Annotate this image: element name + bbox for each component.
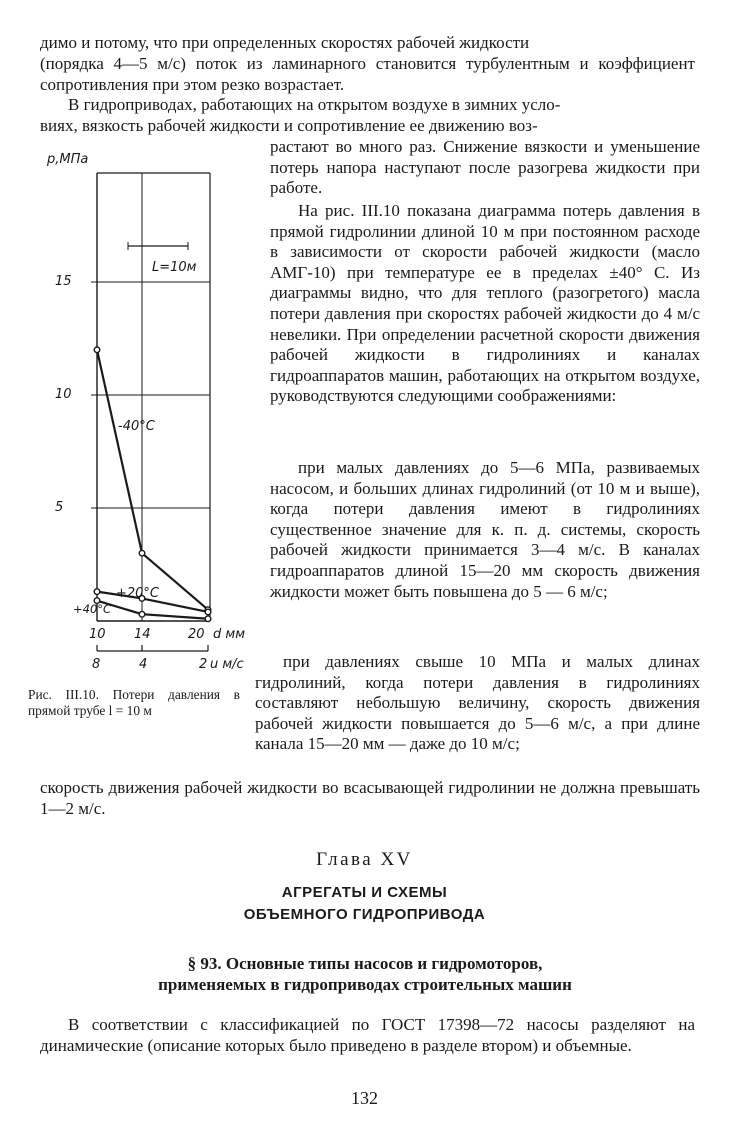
section-title: [60, 953, 670, 995]
data-point: [94, 589, 100, 595]
section-title-line-2: применяемых в гидроприводах строительных машин: [158, 975, 572, 994]
y-tick-label: 5: [55, 500, 64, 515]
data-point: [139, 550, 145, 556]
paragraph-2-second-line: виях, вязкость рабочей жидкости и сопротивление ее движению воз-: [40, 116, 538, 135]
final-paragraph: В соответствии с классификацией по ГОСТ 17398—72 насосы разделяют на динамические (описание которых было приведено в разделе втором) и объемные.: [40, 1015, 695, 1055]
section-title-line-1: § 93. Основные типы насосов и гидромоторов,: [187, 954, 543, 973]
figure-caption: Рис. III.10. Потери давления в прямой трубе l = 10 м: [28, 687, 240, 718]
chapter-title-line-2: ОБЪЕМНОГО ГИДРОПРИВОДА: [243, 906, 486, 923]
chapter-title-line-1: АГРЕГАТЫ И СХЕМЫ: [281, 884, 448, 901]
paragraph-1-continuation: (порядка 4—5 м/с) поток из ламинарного становится турбулентным и коэффициент сопротивления при этом резко возрастает.: [40, 54, 695, 94]
legend-label: L=10м: [152, 260, 197, 275]
x-tick-label: 10: [89, 627, 106, 642]
data-point: [205, 609, 211, 615]
chart-series: [94, 347, 211, 622]
chart-grid: [91, 173, 210, 621]
data-point: [205, 616, 211, 622]
chapter-title: [0, 882, 729, 926]
y-tick-label: 10: [55, 387, 72, 402]
paragraph-5: при давлениях свыше 10 МПа и малых длинах гидролиний, когда потери давления в гидролиниях составляют небольшую величину, скорость движения рабочей жидкости повышается до 5—6 м/с, а при длине канала 15—20 мм — даже до 10 м/с;: [255, 652, 700, 754]
y-tick-label: 15: [55, 274, 72, 289]
data-point: [139, 611, 145, 617]
secondary-x-axis-unit-label: u м/с: [210, 657, 244, 672]
page-number: 132: [351, 1088, 378, 1108]
y-axis-label: p,МПа: [47, 152, 89, 167]
paragraph-3: На рис. III.10 показана диаграмма потерь давления в прямой гидролинии длиной 10 м при постоянном расходе в зависимости от скорости рабочей жидкости (масло АМГ-10) при температуре ее в пределах ±40° С. Из диаграммы видно, что для теплого (разогретого) масла потери давления при скоростях рабочей жидкости до 4 м/с невелики. При определении расчетной скорости движения рабочей жидкости в гидролиниях и каналах гидроаппаратов машин, работающих на открытом воздухе, руководствуются следующими соображениями:: [270, 201, 700, 406]
paragraph-2-first-line: В гидроприводах, работающих на открытом воздухе в зимних усло-: [68, 95, 561, 114]
series-label: +20°C: [116, 586, 160, 601]
series-line: [97, 601, 208, 619]
x-tick-label: 14: [134, 627, 151, 642]
chart-labels: [46, 152, 245, 672]
paragraph-6: скорость движения рабочей жидкости во всасывающей гидролинии не должна превышать 1—2 м/с.: [40, 778, 700, 818]
paragraph-2-continuation: растают во много раз. Снижение вязкости и уменьшение потерь напора наступают после разогрева жидкости при работе.: [270, 137, 700, 198]
secondary-x-tick-label: 2: [199, 657, 208, 672]
paragraph-4: при малых давлениях до 5—6 МПа, развиваемых насосом, и больших длинах гидролиний (от 10 м и выше), когда потери давления имеют в гидролиниях существенное значение для к. п. д. системы, скорость рабочей жидкости принимается 3—4 м/с. В каналах гидроаппаратов длиной 15—20 мм скорость движения жидкости может быть повышена до 5 — 6 м/с;: [270, 458, 700, 601]
secondary-x-tick-label: 8: [92, 657, 101, 672]
x-axis-unit-label: d мм: [213, 627, 245, 642]
series-line: [97, 350, 208, 610]
data-point: [94, 347, 100, 353]
secondary-x-tick-label: 4: [139, 657, 148, 672]
series-label: +40°C: [73, 602, 112, 616]
paragraph-1-first-line: димо и потому, что при определенных скоростях рабочей жидкости: [40, 33, 530, 52]
series-label: -40°C: [118, 419, 155, 434]
chapter-label: Глава XV: [316, 849, 413, 870]
x-tick-label: 20: [188, 627, 205, 642]
chart-axes: [97, 173, 210, 651]
